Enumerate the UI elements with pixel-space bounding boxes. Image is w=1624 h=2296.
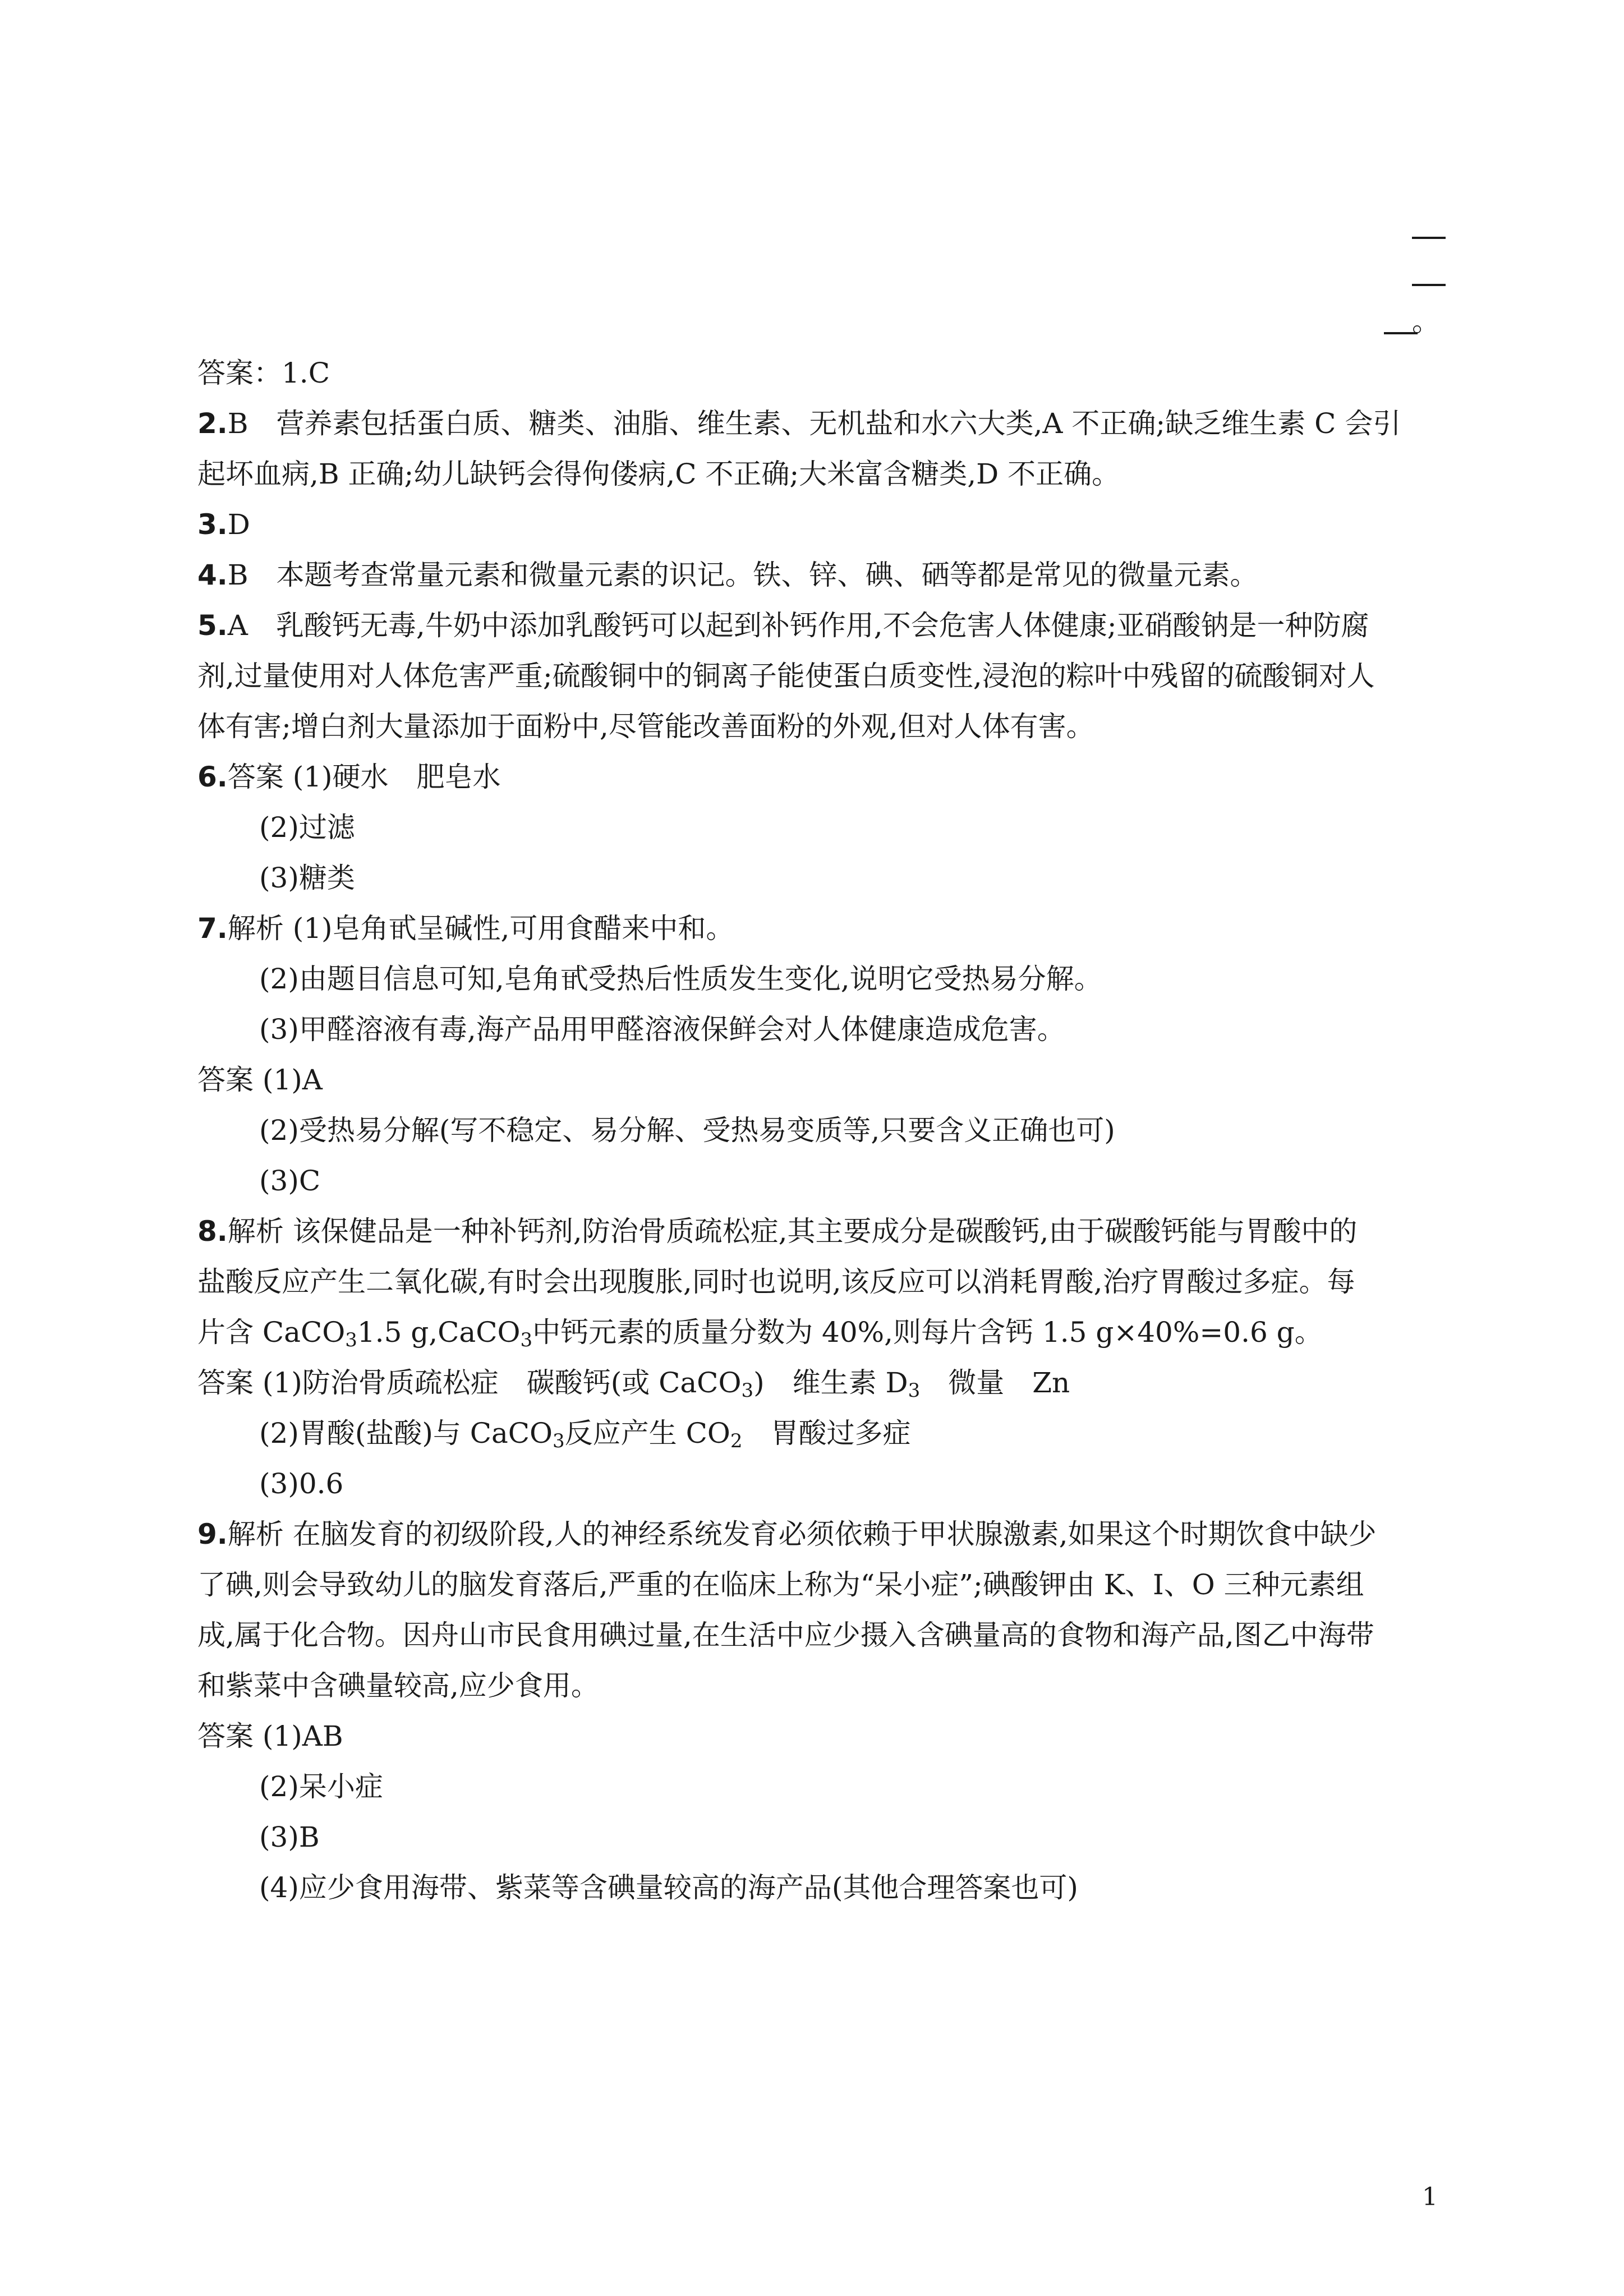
answer-text: B 营养素包括蛋白质、糖类、油脂、维生素、无机盐和水六大类,A 不正确;缺乏维生素 C 会引 bbox=[227, 407, 1401, 440]
answer-text: (2)呆小症 bbox=[259, 1770, 383, 1803]
answer-text: 1.5 g,CaCO bbox=[357, 1316, 521, 1349]
answer-line-3 bbox=[197, 499, 1437, 550]
question-number: 3. bbox=[197, 508, 228, 541]
blank-period: 。 bbox=[1412, 305, 1440, 338]
subscript: 2 bbox=[730, 1430, 743, 1452]
question-number: 4. bbox=[197, 559, 228, 591]
question-number: 7. bbox=[197, 912, 228, 945]
answer-line-9-cont bbox=[197, 1559, 1437, 1610]
answer-text: (2)受热易分解(写不稳定、易分解、受热易变质等,只要含义正确也可) bbox=[259, 1114, 1115, 1147]
answer-text: (3)糖类 bbox=[259, 862, 355, 894]
answer-text: 体有害;增白剂大量添加于面粉中,尽管能改善面粉的外观,但对人体有害。 bbox=[197, 710, 1094, 743]
answer-text: (3)甲醛溶液有毒,海产品用甲醛溶液保鲜会对人体健康造成危害。 bbox=[259, 1013, 1065, 1046]
answer-line-9-sub bbox=[197, 1761, 1437, 1812]
answer-text: (2)由题目信息可知,皂角甙受热后性质发生变化,说明它受热易分解。 bbox=[259, 963, 1102, 995]
answer-line-5-cont bbox=[197, 701, 1437, 752]
answer-text: 答案 (1)硬水 肥皂水 bbox=[227, 761, 501, 793]
answer-line-8-answer bbox=[197, 1358, 1437, 1408]
answer-text: 和紫菜中含碘量较高,应少食用。 bbox=[197, 1669, 599, 1702]
answer-line-2 bbox=[197, 398, 1437, 449]
answer-line-9-answer bbox=[197, 1711, 1437, 1761]
answer-line-8-sub bbox=[197, 1408, 1437, 1458]
answer-text: 剂,过量使用对人体危害严重;硫酸铜中的铜离子能使蛋白质变性,浸泡的粽叶中残留的硫酸铜对人 bbox=[197, 660, 1375, 692]
answer-line-8-cont bbox=[197, 1257, 1437, 1307]
subscript: 3 bbox=[908, 1379, 921, 1402]
answer-line-1 bbox=[197, 348, 1437, 398]
answer-line-6-sub bbox=[197, 853, 1437, 903]
answer-line-9-sub bbox=[197, 1812, 1437, 1862]
question-number: 9. bbox=[197, 1518, 228, 1550]
subscript: 3 bbox=[520, 1329, 533, 1351]
answer-line-9-cont bbox=[197, 1660, 1437, 1711]
answer-text: 答案 (1)A bbox=[197, 1064, 323, 1096]
answer-line-6-sub bbox=[197, 802, 1437, 853]
answer-line-8-cont bbox=[197, 1307, 1437, 1358]
answer-line-7-sub bbox=[197, 1105, 1437, 1156]
answer-text: 胃酸过多症 bbox=[742, 1417, 911, 1450]
question-number: 6. bbox=[197, 761, 228, 793]
answer-line-4 bbox=[197, 550, 1437, 600]
answer-text: 微量 Zn bbox=[920, 1366, 1070, 1399]
subscript: 3 bbox=[553, 1430, 565, 1452]
answer-text: (2)胃酸(盐酸)与 CaCO bbox=[259, 1417, 553, 1450]
answer-text: 成,属于化合物。因舟山市民食用碘过量,在生活中应少摄入含碘量高的食物和海产品,图乙中海带 bbox=[197, 1619, 1374, 1651]
answer-text: 答案 (1)AB bbox=[197, 1720, 343, 1752]
answer-text: 中钙元素的质量分数为 40%,则每片含钙 1.5 g×40%=0.6 g。 bbox=[532, 1316, 1323, 1349]
question-number: 8. bbox=[197, 1215, 228, 1248]
answer-line-2-cont bbox=[197, 449, 1437, 499]
blank-line bbox=[1412, 284, 1446, 286]
answer-text: 解析 (1)皂角甙呈碱性,可用食醋来中和。 bbox=[227, 912, 734, 945]
answer-line-7 bbox=[197, 903, 1437, 954]
answer-text: B 本题考查常量元素和微量元素的识记。铁、锌、碘、硒等都是常见的微量元素。 bbox=[227, 559, 1258, 591]
answer-text: (3)C bbox=[259, 1165, 321, 1197]
answer-text: (3)B bbox=[259, 1821, 320, 1853]
answer-text: (2)过滤 bbox=[259, 811, 355, 844]
answer-text: D bbox=[227, 508, 250, 541]
answer-text: (3)0.6 bbox=[259, 1467, 344, 1500]
answer-line-9-sub bbox=[197, 1862, 1437, 1913]
answer-line-9 bbox=[197, 1509, 1437, 1559]
answer-text: 片含 CaCO bbox=[197, 1316, 346, 1349]
blank-line bbox=[1412, 237, 1446, 239]
answer-text: 盐酸反应产生二氧化碳,有时会出现腹胀,同时也说明,该反应可以消耗胃酸,治疗胃酸过多症。每 bbox=[197, 1266, 1355, 1298]
answer-text: 答案：1.C bbox=[197, 357, 330, 389]
answer-text: 解析 在脑发育的初级阶段,人的神经系统发育必须依赖于甲状腺激素,如果这个时期饮食中缺少 bbox=[227, 1518, 1377, 1550]
answer-text: 了碘,则会导致幼儿的脑发育落后,严重的在临床上称为“呆小症”;碘酸钾由 K、I、O 三种元素组 bbox=[197, 1568, 1364, 1601]
question-number: 5. bbox=[197, 609, 228, 642]
subscript: 3 bbox=[741, 1379, 754, 1402]
answer-line-5-cont bbox=[197, 651, 1437, 701]
answer-line-8 bbox=[197, 1206, 1437, 1257]
answer-line-7-sub bbox=[197, 954, 1437, 1004]
answer-line-7-sub bbox=[197, 1004, 1437, 1055]
answer-text: 反应产生 CO bbox=[564, 1417, 730, 1450]
answer-blanks bbox=[1367, 213, 1446, 342]
answer-line-9-cont bbox=[197, 1610, 1437, 1660]
page-number: 1 bbox=[1422, 2183, 1438, 2211]
answer-text: 答案 (1)防治骨质疏松症 碳酸钙(或 CaCO bbox=[197, 1366, 742, 1399]
answer-text: A 乳酸钙无毒,牛奶中添加乳酸钙可以起到补钙作用,不会危害人体健康;亚硝酸钠是一种防腐 bbox=[227, 609, 1369, 642]
answer-text: (4)应少食用海带、紫菜等含碘量较高的海产品(其他合理答案也可) bbox=[259, 1871, 1078, 1904]
subscript: 3 bbox=[345, 1329, 357, 1351]
answer-line-7-sub bbox=[197, 1156, 1437, 1206]
answer-line-8-sub bbox=[197, 1458, 1437, 1509]
answer-text: 解析 该保健品是一种补钙剂,防治骨质疏松症,其主要成分是碳酸钙,由于碳酸钙能与胃酸中的 bbox=[227, 1215, 1358, 1248]
answer-line-7-answer bbox=[197, 1055, 1437, 1105]
answer-text: 起坏血病,B 正确;幼儿缺钙会得佝偻病,C 不正确;大米富含糖类,D 不正确。 bbox=[197, 458, 1120, 490]
answer-line-6 bbox=[197, 752, 1437, 802]
answer-line-5 bbox=[197, 600, 1437, 651]
answer-content bbox=[197, 348, 1437, 1913]
answer-text: ) 维生素 D bbox=[753, 1366, 908, 1399]
question-number: 2. bbox=[197, 407, 228, 440]
